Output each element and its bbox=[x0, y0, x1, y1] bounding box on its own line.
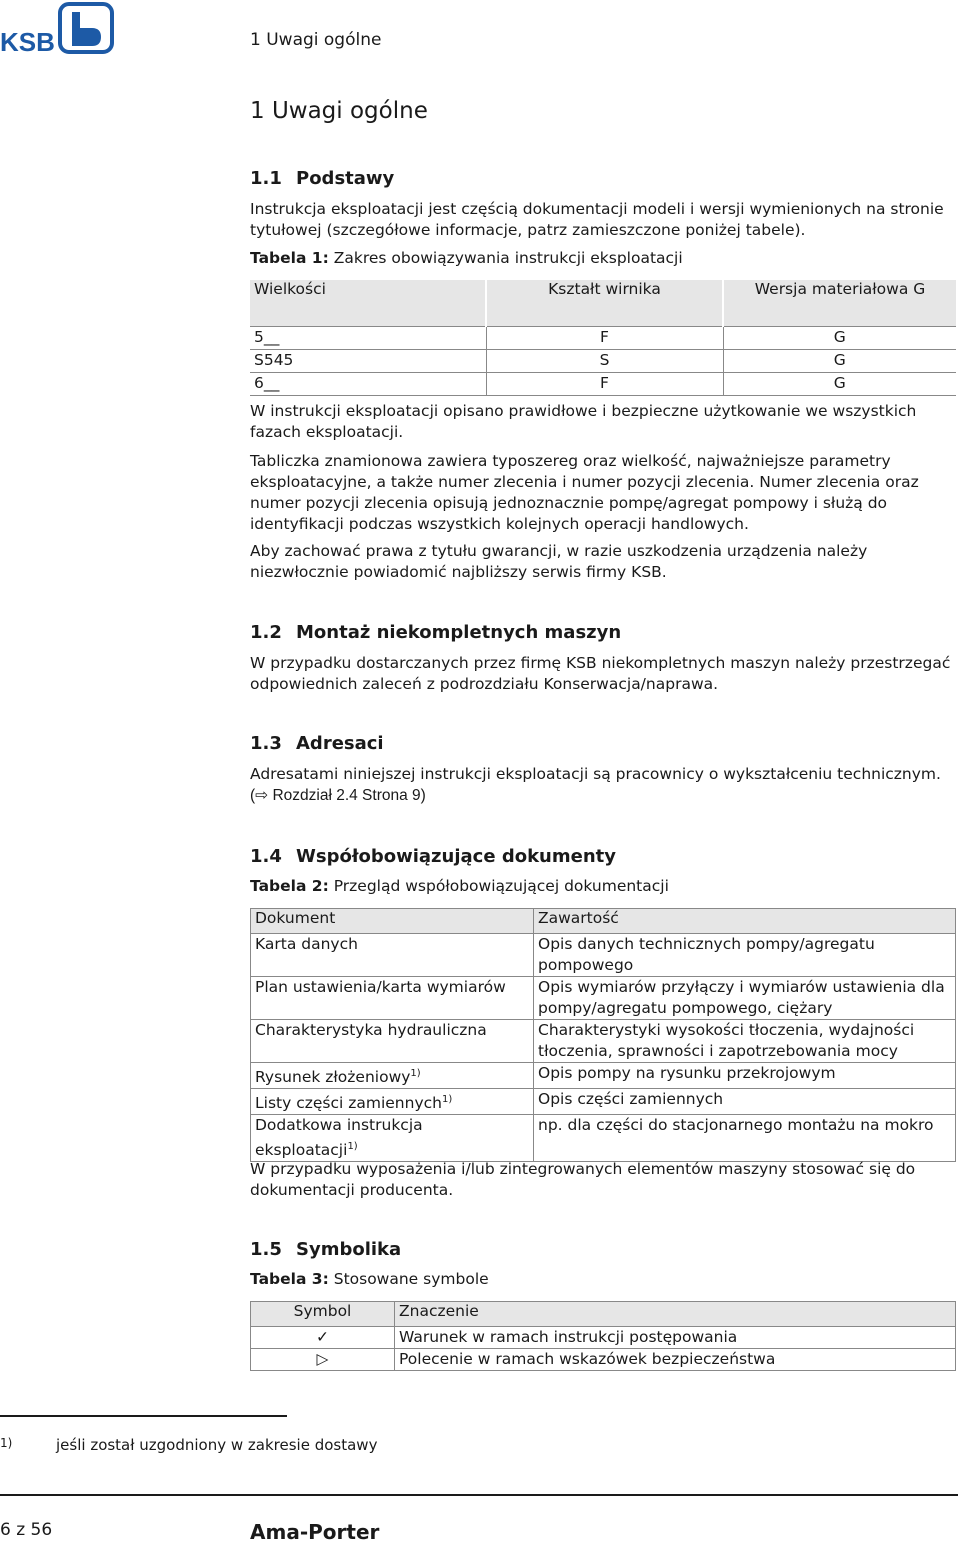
table-row bbox=[251, 1327, 956, 1349]
table-cell: Opis części zamiennych bbox=[534, 1089, 956, 1115]
table-caption bbox=[250, 877, 669, 895]
table-row bbox=[250, 350, 956, 373]
section-heading-1-1 bbox=[250, 168, 394, 189]
section-heading-1-4 bbox=[250, 846, 616, 867]
cross-reference-link[interactable]: (⇨ Rozdział 2.4 Strona 9) bbox=[250, 787, 426, 804]
table-cell: F bbox=[486, 327, 723, 350]
paragraph bbox=[250, 764, 958, 806]
document-name: Karta danych bbox=[255, 935, 358, 953]
section-number: 1.5 bbox=[250, 1239, 282, 1260]
logo-text: KSB bbox=[0, 27, 55, 54]
table-cell: Polecenie w ramach wskazówek bezpieczeństwa bbox=[395, 1349, 956, 1371]
chapter-title: 1 Uwagi ogólne bbox=[250, 98, 428, 124]
table-row bbox=[251, 1063, 956, 1089]
table-header-row bbox=[250, 280, 956, 327]
section-number: 1.3 bbox=[250, 733, 282, 754]
document-name: Plan ustawienia/karta wymiarów bbox=[255, 978, 506, 996]
table-cell bbox=[251, 934, 534, 977]
column-header: Wielkości bbox=[250, 280, 486, 327]
check-icon: ✓ bbox=[251, 1327, 395, 1349]
section-heading-1-2 bbox=[250, 622, 621, 643]
footer-divider bbox=[0, 1494, 958, 1496]
column-header: Kształt wirnika bbox=[486, 280, 723, 327]
table-cell: Warunek w ramach instrukcji postępowania bbox=[395, 1327, 956, 1349]
footnote-ref: 1) bbox=[347, 1141, 358, 1153]
ksb-logo bbox=[0, 2, 116, 54]
paragraph-text: Adresatami niniejszej instrukcji eksploatacji są pracownicy o wykształceniu technicznym. bbox=[250, 765, 941, 783]
triangle-right-icon: ▷ bbox=[251, 1349, 395, 1371]
section-title: Współobowiązujące dokumenty bbox=[296, 846, 616, 867]
section-number: 1.1 bbox=[250, 168, 282, 189]
scope-table bbox=[250, 280, 956, 396]
table-cell: 5__ bbox=[250, 327, 486, 350]
table-row bbox=[251, 1089, 956, 1115]
section-title: Podstawy bbox=[296, 168, 395, 189]
footnote-ref: 1) bbox=[441, 1094, 453, 1106]
paragraph: Instrukcja eksploatacji jest częścią dokumentacji modeli i wersji wymienionych na stronie tytułowej (szczegółowe informacje, patrz zamieszczone poniżej tabele). bbox=[250, 200, 944, 239]
column-header: Zawartość bbox=[534, 909, 956, 934]
running-header: 1 Uwagi ogólne bbox=[250, 30, 382, 50]
column-header: Znaczenie bbox=[395, 1302, 956, 1327]
section-heading-1-5 bbox=[250, 1239, 401, 1260]
document-name: Listy części zamiennych bbox=[255, 1094, 442, 1113]
column-header: Dokument bbox=[251, 909, 534, 934]
table-cell bbox=[251, 1115, 534, 1162]
caption-label: Tabela 3: bbox=[250, 1270, 329, 1288]
table-cell: G bbox=[723, 350, 956, 373]
symbols-table bbox=[250, 1301, 956, 1371]
table-cell: np. dla części do stacjonarnego montażu na mokro bbox=[534, 1115, 956, 1162]
table-row bbox=[250, 373, 956, 396]
section-title: Symbolika bbox=[296, 1239, 402, 1260]
table-cell: F bbox=[486, 373, 723, 396]
caption-label: Tabela 2: bbox=[250, 877, 329, 895]
caption-label: Tabela 1: bbox=[250, 249, 329, 267]
column-header: Wersja materiałowa G bbox=[723, 280, 956, 327]
caption-text: Przegląd współobowiązującej dokumentacji bbox=[328, 877, 669, 895]
table-cell: 6__ bbox=[250, 373, 486, 396]
table-cell: Charakterystyki wysokości tłoczenia, wydajności tłoczenia, sprawności i zapotrzebowania mocy bbox=[534, 1020, 956, 1063]
document-name: Rysunek złożeniowy bbox=[255, 1068, 411, 1087]
paragraph: Tabliczka znamionowa zawiera typoszereg oraz wielkość, najważniejsze parametry eksploatacyjne, a także numer zlecenia i numer pozycji zlecenia. Numer zlecenia oraz numer pozycji zlecenia opisują jednoznacznie pompę/agregat pompowy i służą do identyfikacji podczas wszystkich kolejnych operacji handlowych. bbox=[250, 452, 919, 533]
table-row bbox=[251, 1349, 956, 1371]
table-row bbox=[251, 934, 956, 977]
footnote-text: jeśli został uzgodniony w zakresie dostawy bbox=[56, 1436, 378, 1454]
footnote-marker: 1) bbox=[0, 1436, 13, 1450]
section-title: Montaż niekompletnych maszyn bbox=[296, 622, 622, 643]
table-cell: Opis danych technicznych pompy/agregatu pompowego bbox=[534, 934, 956, 977]
table-row bbox=[251, 1020, 956, 1063]
section-number: 1.2 bbox=[250, 622, 282, 643]
table-cell bbox=[251, 977, 534, 1020]
table-cell: G bbox=[723, 327, 956, 350]
table-cell: Opis wymiarów przyłączy i wymiarów ustawienia dla pompy/agregatu pompowego, ciężary bbox=[534, 977, 956, 1020]
table-caption bbox=[250, 1270, 489, 1288]
table-cell: S545 bbox=[250, 350, 486, 373]
caption-text: Stosowane symbole bbox=[328, 1270, 489, 1288]
document-name: Charakterystyka hydrauliczna bbox=[255, 1021, 487, 1039]
footnote-ref: 1) bbox=[410, 1068, 421, 1079]
table-cell: G bbox=[723, 373, 956, 396]
table-caption bbox=[250, 249, 683, 267]
paragraph: Aby zachować prawa z tytułu gwarancji, w razie uszkodzenia urządzenia należy niezwłocznie powiadomić najbliższy serwis firmy KSB. bbox=[250, 542, 868, 581]
table-row bbox=[251, 1115, 956, 1162]
documents-table bbox=[250, 908, 956, 1162]
caption-text: Zakres obowiązywania instrukcji eksploatacji bbox=[328, 249, 683, 267]
footnote-divider bbox=[0, 1415, 287, 1417]
table-cell: Opis pompy na rysunku przekrojowym bbox=[534, 1063, 956, 1089]
section-number: 1.4 bbox=[250, 846, 282, 867]
document-name: Dodatkowa instrukcja eksploatacji bbox=[255, 1116, 423, 1160]
paragraph: W instrukcji eksploatacji opisano prawidłowe i bezpieczne użytkowanie we wszystkich fazach eksploatacji. bbox=[250, 402, 917, 441]
section-title: Adresaci bbox=[296, 733, 384, 754]
paragraph: W przypadku dostarczanych przez firmę KSB niekompletnych maszyn należy przestrzegać odpowiednich zaleceń z podrozdziału Konserwacja/naprawa. bbox=[250, 654, 951, 693]
product-name: Ama-Porter bbox=[250, 1520, 380, 1544]
table-cell bbox=[251, 1063, 534, 1089]
table-header-row bbox=[251, 909, 956, 934]
section-heading-1-3 bbox=[250, 733, 384, 754]
page-number: 6 z 56 bbox=[0, 1520, 53, 1540]
table-row bbox=[251, 977, 956, 1020]
table-cell bbox=[251, 1020, 534, 1063]
paragraph: W przypadku wyposażenia i/lub zintegrowanych elementów maszyny stosować się do dokumentacji producenta. bbox=[250, 1160, 916, 1199]
table-row bbox=[250, 327, 956, 350]
table-cell bbox=[251, 1089, 534, 1115]
column-header: Symbol bbox=[251, 1302, 395, 1327]
table-cell: S bbox=[486, 350, 723, 373]
table-header-row bbox=[251, 1302, 956, 1327]
